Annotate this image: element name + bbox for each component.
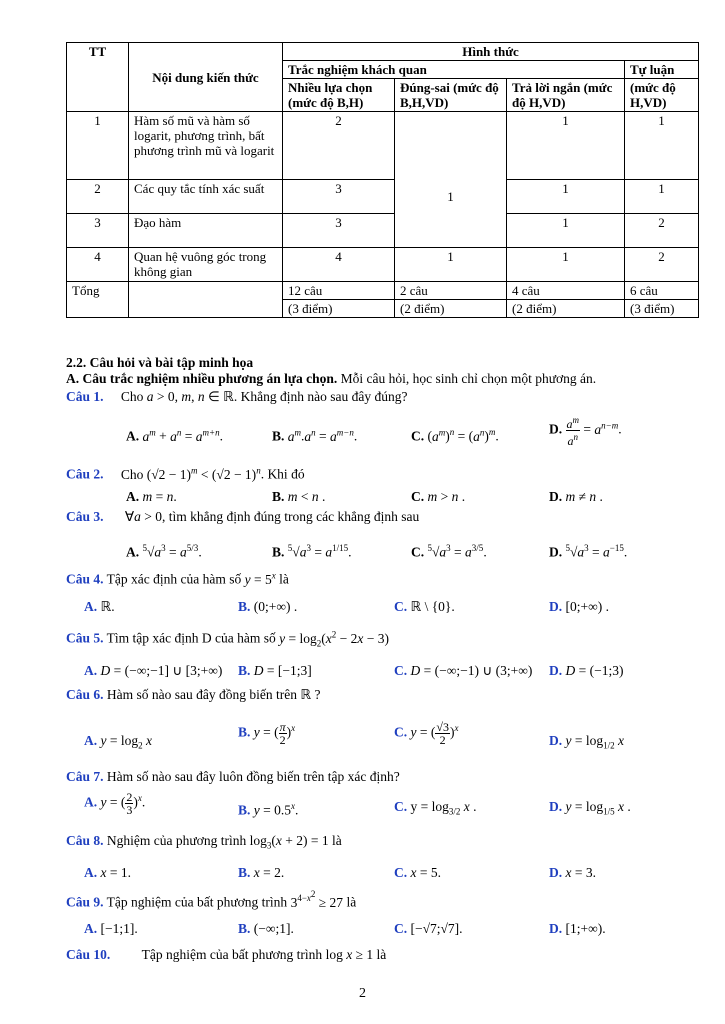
total-essay: 6 câu bbox=[625, 282, 699, 300]
letter-a: A. bbox=[126, 544, 140, 560]
q2-option-b[interactable]: B. m < n . bbox=[272, 489, 326, 504]
header-essay-level: (mức độ H,VD) bbox=[625, 79, 699, 112]
q4-option-b[interactable]: B. (0;+∞) . bbox=[238, 599, 298, 614]
header-short: Trả lời ngắn (mức độ H,VD) bbox=[507, 79, 625, 112]
question-7 bbox=[66, 768, 400, 785]
q5-option-c[interactable]: C. D = (−∞;−1) ∪ (3;+∞) bbox=[394, 663, 533, 678]
letter-d: D. bbox=[549, 733, 563, 748]
question-9 bbox=[66, 886, 356, 911]
q4-text: Tập xác định của hàm số bbox=[103, 571, 242, 587]
q9-option-a[interactable]: A. [−1;1]. bbox=[84, 921, 138, 936]
letter-a: A. bbox=[126, 428, 140, 444]
q7-text: Hàm số nào sau đây luôn đồng biến trên tập xác định? bbox=[103, 769, 400, 784]
q8-option-a[interactable]: A. x = 1. bbox=[84, 865, 131, 880]
q8-option-d[interactable]: D. x = 3. bbox=[549, 865, 596, 880]
header-tt: TT bbox=[67, 43, 129, 112]
header-content: Nội dung kiến thức bbox=[129, 43, 283, 112]
q3-option-d[interactable]: D. $^5√a^3 = a^{-15}$. bbox=[549, 543, 628, 560]
question-10 bbox=[66, 946, 386, 963]
q3-option-c[interactable]: C. $^5√a^3 = a^{3/5}$. bbox=[411, 543, 487, 560]
q8-option-b[interactable]: B. x = 2. bbox=[238, 865, 285, 880]
q4-option-d[interactable]: D. [0;+∞) . bbox=[549, 599, 609, 614]
q7-option-b[interactable]: B. $y = 0.5^x$. bbox=[238, 801, 299, 818]
letter-b: B. bbox=[238, 663, 251, 678]
letter-c: C. bbox=[394, 663, 408, 678]
total-empty bbox=[129, 282, 283, 318]
q9-tail: là bbox=[346, 894, 357, 910]
letter-a: A. bbox=[84, 733, 98, 748]
q10-tail: là bbox=[376, 947, 387, 962]
row-1-mc: 2 bbox=[283, 112, 395, 180]
q6-formula: ℝ bbox=[300, 687, 312, 702]
q4-formula: $y = 5^x$ bbox=[244, 570, 276, 587]
page-number: 2 bbox=[359, 986, 366, 1001]
letter-a: A. bbox=[84, 663, 98, 678]
q10-formula: log x ≥ 1 bbox=[325, 947, 374, 962]
q3-label: Câu 3. bbox=[66, 509, 104, 524]
q9-text: Tập nghiệm của bất phương trình bbox=[103, 894, 288, 910]
q4-tail: là bbox=[279, 571, 289, 587]
q3-option-b[interactable]: B. $^5√a^3 = a^{1/15}$. bbox=[272, 543, 352, 560]
row-3-tt: 3 bbox=[67, 214, 129, 248]
q1-option-c[interactable]: C. $(a^m)^n = (a^n)^m$. bbox=[411, 427, 499, 444]
row-2-essay: 1 bbox=[625, 180, 699, 214]
q2-label: Câu 2. bbox=[66, 466, 104, 482]
letter-d: D. bbox=[549, 865, 563, 880]
row-2-short: 1 bbox=[507, 180, 625, 214]
q8-label: Câu 8. bbox=[66, 833, 104, 848]
q5-formula: $y = \log_2(x^2 - 2x - 3)$ bbox=[279, 629, 389, 649]
letter-c: C. bbox=[394, 599, 408, 614]
header-tf: Đúng-sai (mức độ B,H,VD) bbox=[395, 79, 507, 112]
letter-d: D. bbox=[549, 489, 563, 504]
row-1-short: 1 bbox=[507, 112, 625, 180]
q5-option-b[interactable]: B. D = [−1;3] bbox=[238, 663, 312, 678]
row-2-mc: 3 bbox=[283, 180, 395, 214]
q7-option-d[interactable]: D. $y = \log_{1/5} x$ . bbox=[549, 799, 631, 817]
points-mc: (3 điểm) bbox=[283, 300, 395, 318]
letter-c: C. bbox=[411, 428, 425, 444]
question-1 bbox=[66, 388, 407, 405]
q10-text: Tập nghiệm của bất phương trình bbox=[141, 947, 323, 962]
tf-merged-cell: 1 bbox=[395, 112, 507, 248]
row-1-tt: 1 bbox=[67, 112, 129, 180]
q9-option-c[interactable]: C. [−√7;√7]. bbox=[394, 921, 463, 936]
q2-option-d[interactable]: D. m ≠ n . bbox=[549, 489, 603, 504]
letter-a: A. bbox=[84, 865, 98, 880]
q6-text: Hàm số nào sau đây đồng biến trên bbox=[103, 687, 297, 702]
letter-a: A. bbox=[84, 599, 98, 614]
q2-option-a[interactable]: A. m = n. bbox=[126, 489, 177, 504]
q7-label: Câu 7. bbox=[66, 769, 104, 784]
part-a-rest: Mỗi câu hỏi, học sinh chỉ chọn một phương án. bbox=[337, 371, 597, 386]
row-4-essay: 2 bbox=[625, 248, 699, 282]
letter-c: C. bbox=[394, 865, 408, 880]
q6-option-d[interactable]: D. $y = \log_{1/2} x$ bbox=[549, 733, 625, 751]
section-title: 2.2. Câu hỏi và bài tập minh họa bbox=[66, 355, 254, 370]
letter-a: A. bbox=[84, 794, 98, 810]
letter-b: B. bbox=[238, 599, 251, 614]
part-a-bold: A. Câu trắc nghiệm nhiều phương án lựa chọn. bbox=[66, 371, 338, 386]
q1-option-a[interactable]: A. $a^m + a^n = a^{m+n}$. bbox=[126, 427, 223, 444]
letter-a: A. bbox=[84, 921, 98, 936]
letter-d: D. bbox=[549, 921, 563, 936]
q1-text: . Khẳng định nào sau đây đúng? bbox=[233, 389, 408, 404]
q2-text: . Khi đó bbox=[260, 466, 305, 482]
question-2 bbox=[66, 462, 305, 483]
q6-option-b[interactable]: B. y = ( $\frac{\pi}{2}$ )$^x$ bbox=[238, 719, 296, 747]
letter-c: C. bbox=[411, 489, 425, 504]
q7-option-a[interactable]: A. y = ( $\frac{2}{3}$ )$^x$. bbox=[84, 789, 146, 817]
row-3-essay: 2 bbox=[625, 214, 699, 248]
q1-formula: Cho a > 0, m, n ∈ ℝ bbox=[120, 389, 234, 404]
q9-option-b[interactable]: B. (−∞;1]. bbox=[238, 921, 294, 936]
q6-option-c[interactable]: C. y = ( $\frac{√3}{2}$ )$^x$ bbox=[394, 719, 459, 747]
row-3-short: 1 bbox=[507, 214, 625, 248]
q2-formula: Cho $(√2 - 1)^m < (√2 - 1)^n$ bbox=[120, 465, 261, 482]
row-2-content: Các quy tắc tính xác suất bbox=[129, 180, 283, 214]
q9-label: Câu 9. bbox=[66, 894, 104, 910]
row-1-essay: 1 bbox=[625, 112, 699, 180]
q5-text: Tìm tập xác định D của hàm số bbox=[103, 630, 276, 646]
q8-text: Nghiệm của phương trình bbox=[103, 833, 247, 848]
question-6 bbox=[66, 686, 320, 703]
q3-formula: ∀a > 0 bbox=[124, 509, 163, 524]
q2-option-c[interactable]: C. m > n . bbox=[411, 489, 466, 504]
q5-option-a[interactable]: A. D = (−∞;−1] ∪ [3;+∞) bbox=[84, 663, 223, 678]
row-2-tt: 2 bbox=[67, 180, 129, 214]
row-1-content: Hàm số mũ và hàm số logarit, phương trình, bất phương trình mũ và logarit bbox=[129, 112, 283, 180]
row-4-tf: 1 bbox=[395, 248, 507, 282]
letter-d: D. bbox=[549, 599, 563, 614]
row-3-content: Đạo hàm bbox=[129, 214, 283, 248]
q8-formula: $\log_3(x + 2) = 1$ bbox=[249, 833, 329, 851]
letter-c: C. bbox=[411, 544, 425, 560]
letter-c: C. bbox=[394, 799, 408, 814]
q4-option-c[interactable]: C. ℝ \ {0}. bbox=[394, 599, 455, 614]
q1-option-d[interactable]: D. $\frac{a^m}{a^n}$ = $a^{n-m}$. bbox=[549, 415, 622, 448]
q4-label: Câu 4. bbox=[66, 571, 104, 587]
points-short: (2 điểm) bbox=[507, 300, 625, 318]
question-8 bbox=[66, 832, 342, 855]
letter-b: B. bbox=[272, 489, 285, 504]
header-objective: Trắc nghiệm khách quan bbox=[283, 61, 625, 79]
header-essay: Tự luận bbox=[625, 61, 699, 79]
letter-a: A. bbox=[126, 489, 140, 504]
q10-label: Câu 10. bbox=[66, 947, 111, 962]
q9-option-d[interactable]: D. [1;+∞). bbox=[549, 921, 606, 936]
q6-option-a[interactable]: A. $y = \log_2 x$ bbox=[84, 733, 152, 751]
q1-option-b[interactable]: B. $a^m.a^n = a^{m-n}$. bbox=[272, 427, 358, 444]
row-4-content: Quan hệ vuông góc trong không gian bbox=[129, 248, 283, 282]
q5-label: Câu 5. bbox=[66, 630, 104, 646]
letter-b: B. bbox=[238, 921, 251, 936]
total-mc: 12 câu bbox=[283, 282, 395, 300]
row-3-mc: 3 bbox=[283, 214, 395, 248]
points-essay: (3 điểm) bbox=[625, 300, 699, 318]
header-mc: Nhiều lựa chọn (mức độ B,H) bbox=[283, 79, 395, 112]
q8-option-c[interactable]: C. x = 5. bbox=[394, 865, 441, 880]
letter-b: B. bbox=[272, 544, 285, 560]
letter-c: C. bbox=[394, 724, 408, 740]
question-3 bbox=[66, 508, 419, 525]
question-4 bbox=[66, 567, 289, 588]
part-a-heading bbox=[66, 370, 596, 387]
letter-d: D. bbox=[549, 544, 563, 560]
points-tf: (2 điểm) bbox=[395, 300, 507, 318]
row-4-tt: 4 bbox=[67, 248, 129, 282]
letter-d: D. bbox=[549, 663, 563, 678]
letter-b: B. bbox=[238, 724, 251, 740]
q6-label: Câu 6. bbox=[66, 687, 104, 702]
letter-d: D. bbox=[549, 799, 563, 814]
letter-b: B. bbox=[272, 428, 285, 444]
letter-d: D. bbox=[549, 421, 563, 437]
q5-option-d[interactable]: D. D = (−1;3) bbox=[549, 663, 624, 678]
letter-b: B. bbox=[238, 865, 251, 880]
q3-option-a[interactable]: A. $^5√a^3 = a^{5/3}$. bbox=[126, 543, 202, 560]
q4-option-a[interactable]: A. ℝ. bbox=[84, 599, 115, 614]
row-4-short: 1 bbox=[507, 248, 625, 282]
letter-c: C. bbox=[394, 921, 408, 936]
q8-tail: là bbox=[331, 833, 342, 848]
q3-text: , tìm khẳng định đúng trong các khẳng định sau bbox=[162, 509, 420, 524]
q6-tail: ? bbox=[314, 687, 321, 702]
q7-option-c[interactable]: C. $y = \log_{3/2} x$ . bbox=[394, 799, 477, 817]
q1-label: Câu 1. bbox=[66, 389, 104, 404]
total-label: Tổng bbox=[67, 282, 129, 318]
matrix-table bbox=[66, 42, 699, 318]
row-4-mc: 4 bbox=[283, 248, 395, 282]
total-short: 4 câu bbox=[507, 282, 625, 300]
header-form: Hình thức bbox=[283, 43, 699, 61]
total-tf: 2 câu bbox=[395, 282, 507, 300]
letter-b: B. bbox=[238, 802, 251, 818]
q9-formula: $3^{4-x^2} \ge 27$ bbox=[290, 889, 344, 910]
question-5 bbox=[66, 626, 389, 652]
